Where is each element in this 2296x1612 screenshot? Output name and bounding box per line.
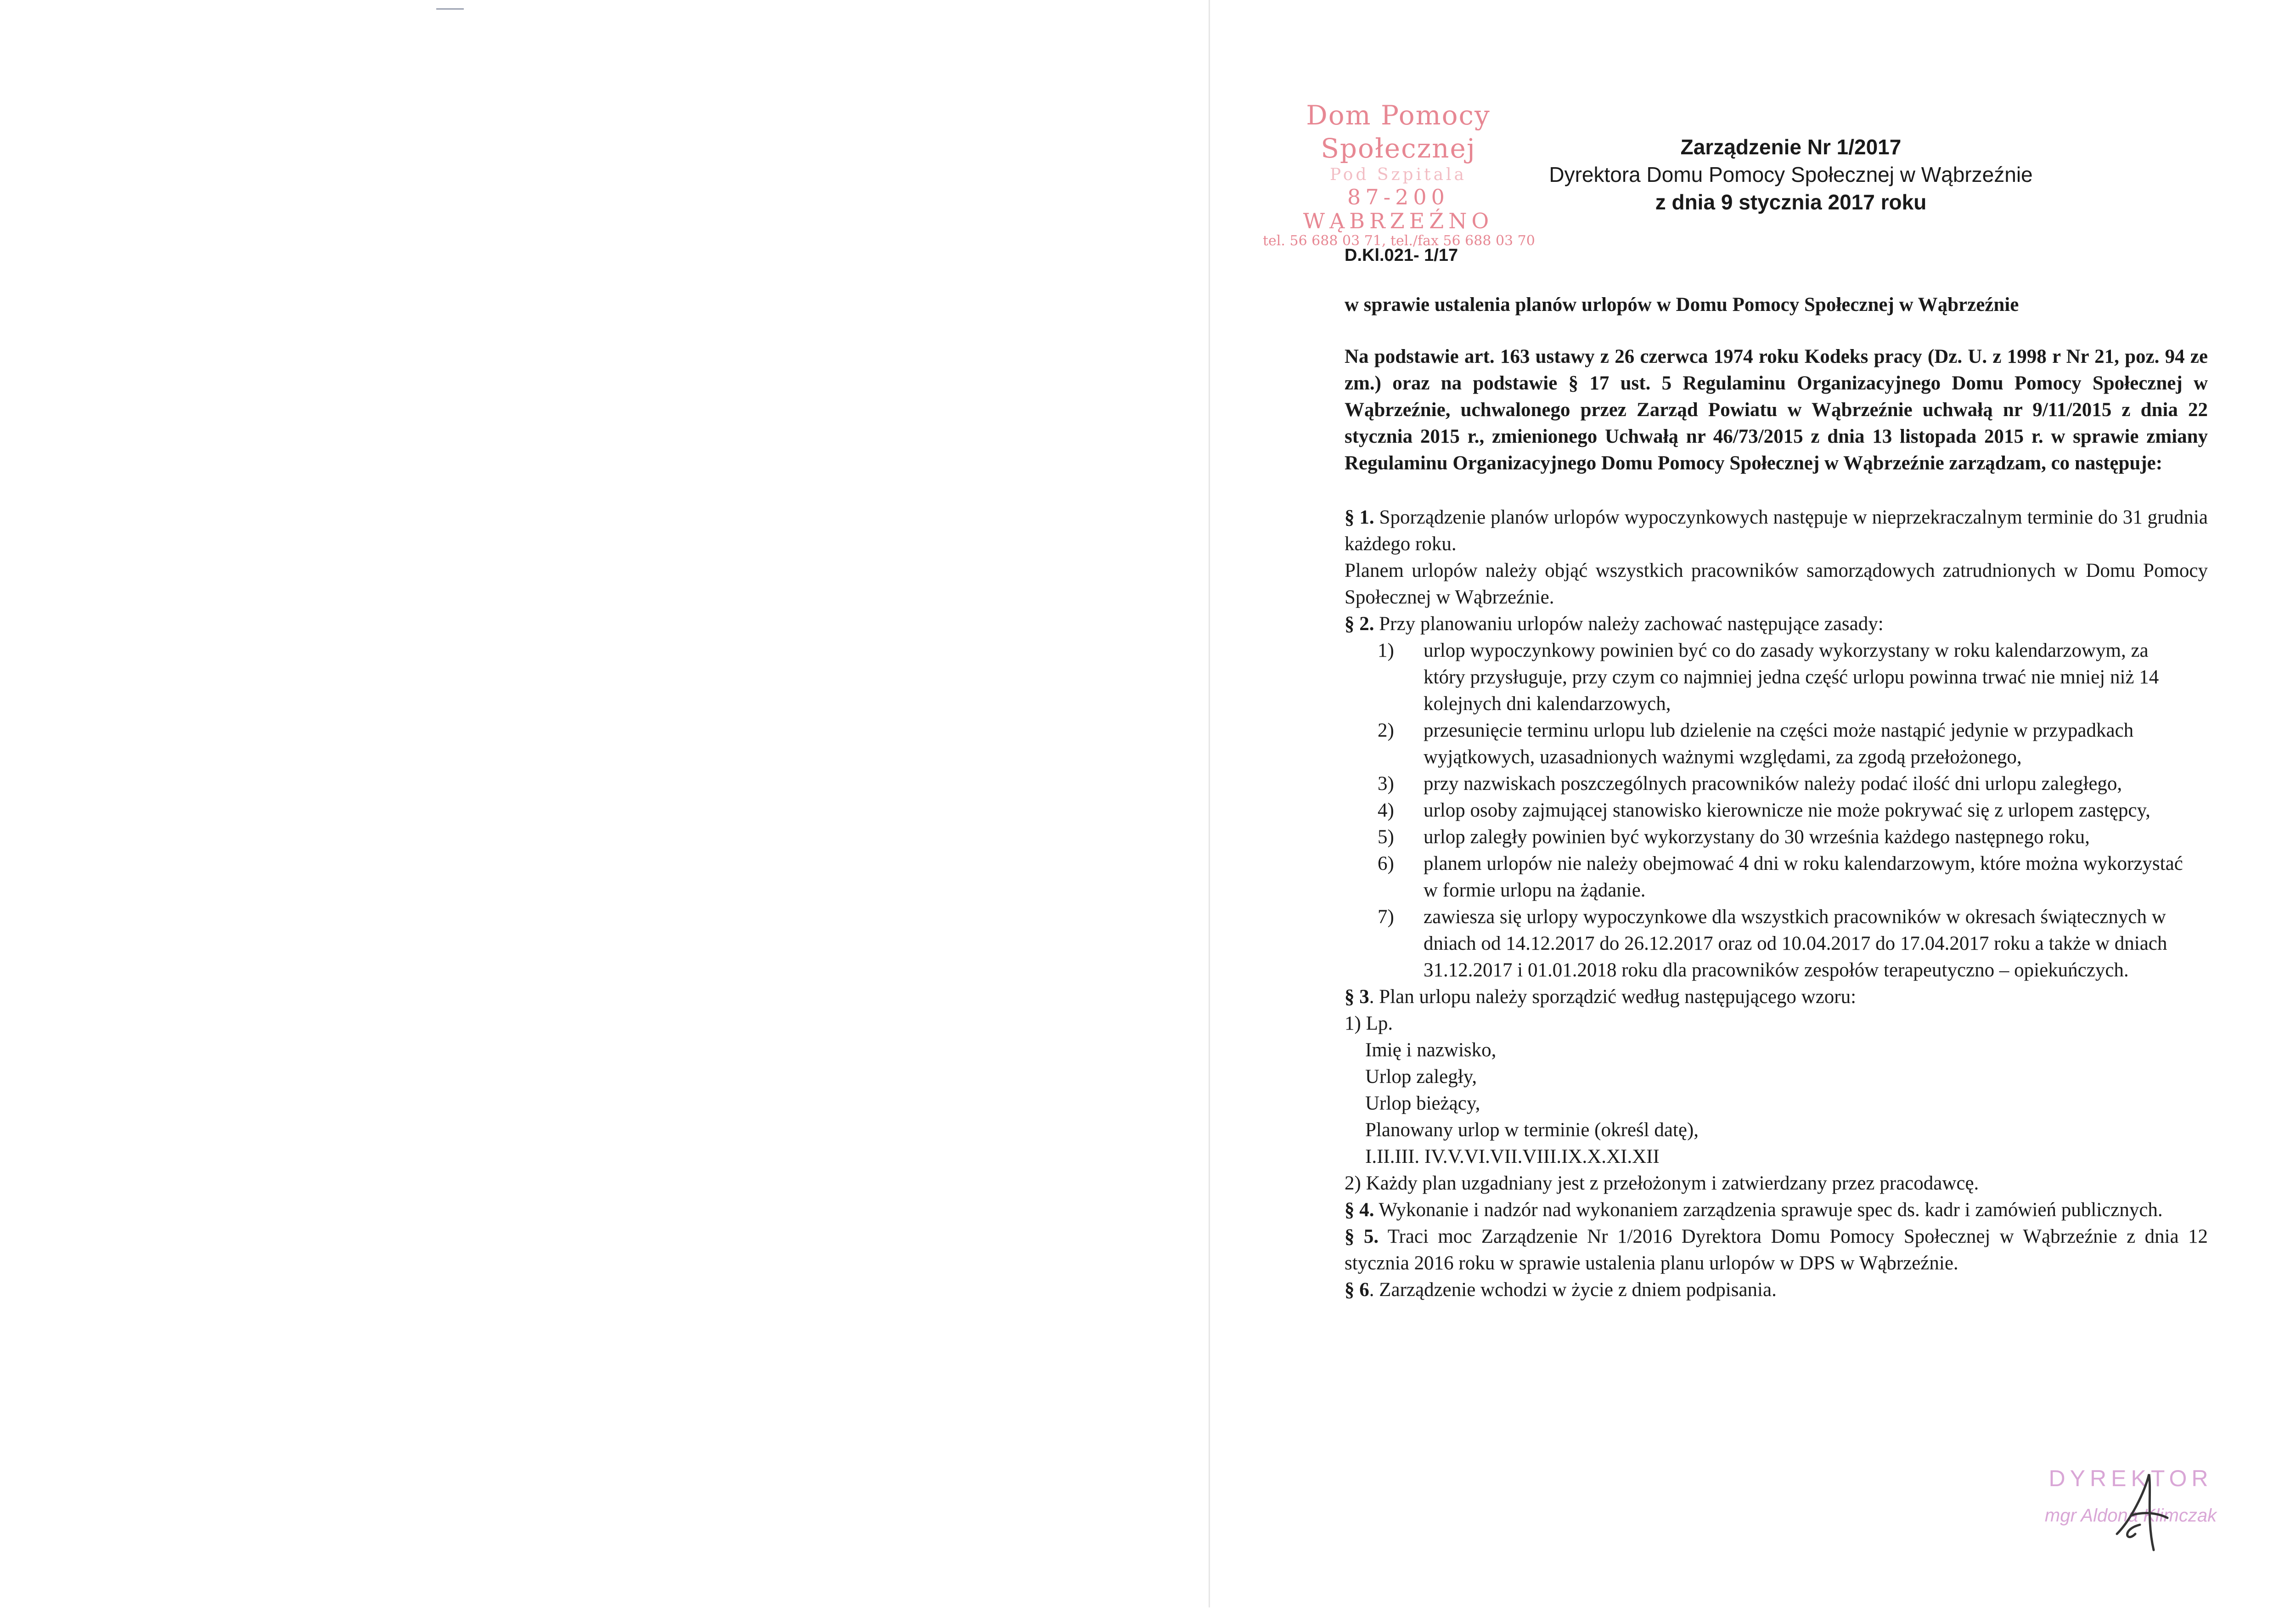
paragraph-6 bbox=[1345, 1277, 2208, 1303]
paragraph-text: . Plan urlopu należy sporządzić według następującego wzoru: bbox=[1369, 986, 1857, 1008]
document-subject: w sprawie ustalenia planów urlopów w Domu Pomocy Społecznej w Wąbrzeźnie bbox=[1345, 294, 2019, 316]
handwritten-signature-icon bbox=[2103, 1465, 2177, 1552]
paragraph-mark: § 6 bbox=[1345, 1279, 1369, 1301]
paragraph-2 bbox=[1345, 611, 2208, 637]
list-item-text: urlop osoby zajmującej stanowisko kierownicze nie może pokrywać się z urlopem zastępcy, bbox=[1424, 800, 2150, 821]
list-item bbox=[1345, 824, 2189, 851]
list-item-text: przy nazwiskach poszczególnych pracowników należy podać ilość dni urlopu zaległego, bbox=[1424, 773, 2122, 795]
paragraph-text: Wykonanie i nadzór nad wykonaniem zarządzenia sprawuje spec ds. kadr i zamówień publicznych. bbox=[1374, 1199, 2163, 1221]
paragraph-mark: § 5. bbox=[1345, 1226, 1379, 1247]
stamp-line-city: 87-200 WĄBRZEŹNO bbox=[1303, 185, 1494, 233]
paragraph-5 bbox=[1345, 1223, 2208, 1277]
document-number: D.Kl.021- 1/17 bbox=[1345, 246, 1458, 265]
template-field: Planowany urlop w terminie (określ datę), bbox=[1365, 1119, 1699, 1141]
stamp-line-street: Pod Szpitala bbox=[1329, 165, 1467, 184]
scan-speck bbox=[436, 8, 464, 10]
stamp-line-name: Dom Pomocy Społecznej bbox=[1306, 100, 1491, 164]
template-item-2: 2) Każdy plan uzgadniany jest z przełożonym i zatwierdzany przez pracodawcę. bbox=[1345, 1172, 1979, 1194]
paragraph-mark: § 2. bbox=[1345, 613, 1374, 635]
list-item-number: 2) bbox=[1378, 720, 1394, 741]
list-item-text: planem urlopów nie należy obejmować 4 dni w roku kalendarzowym, które można wykorzystać w formie urlopu na żądanie. bbox=[1424, 853, 2183, 901]
paragraph-4 bbox=[1345, 1197, 2208, 1223]
paragraph-text: Sporządzenie planów urlopów wypoczynkowych następuje w nieprzekraczalnym terminie do 31 grudnia każdego roku. bbox=[1345, 507, 2208, 555]
document-issuer: Dyrektora Domu Pomocy Społecznej w Wąbrzeźnie bbox=[1549, 163, 2033, 186]
list-item-number: 6) bbox=[1378, 853, 1394, 874]
signature-block bbox=[2011, 1465, 2250, 1526]
list-item-text: zawiesza się urlopy wypoczynkowe dla wszystkich pracowników w okresach świątecznych w dniach od 14.12.2017 do 26.12.2017 oraz od 10.04.2017 do 17.04.2017 roku a także w dniach 31.12.2017 i 01.01.2018 roku dla pracowników zespołów terapeutyczno – opiekuńczych. bbox=[1424, 906, 2167, 981]
page-edge-divider bbox=[1209, 0, 1210, 1607]
paragraph-text: . Zarządzenie wchodzi w życie z dniem podpisania. bbox=[1369, 1279, 1777, 1301]
signature-role: DYREKTOR bbox=[2048, 1465, 2213, 1491]
list-item bbox=[1345, 797, 2189, 824]
list-item-number: 4) bbox=[1378, 800, 1394, 821]
list-item-text: urlop zaległy powinien być wykorzystany do 30 września każdego następnego roku, bbox=[1424, 826, 2090, 848]
paragraph-3 bbox=[1345, 984, 2208, 1010]
list-item bbox=[1345, 717, 2189, 771]
paragraph-text: Traci moc Zarządzenie Nr 1/2016 Dyrektora Domu Pomocy Społecznej w Wąbrzeźnie z dnia 12 stycznia 2016 roku w sprawie ustalenia planu urlopów w DPS w Wąbrzeźnie. bbox=[1345, 1226, 2208, 1274]
template-field: Urlop bieżący, bbox=[1365, 1093, 1480, 1114]
document-header bbox=[1469, 133, 2112, 216]
rules-list bbox=[1345, 637, 2208, 984]
template-field: I.II.III. IV.V.VI.VII.VIII.IX.X.XI.XII bbox=[1365, 1146, 1660, 1167]
list-item-number: 5) bbox=[1378, 826, 1394, 848]
list-item-number: 3) bbox=[1378, 773, 1394, 795]
list-item-number: 7) bbox=[1378, 906, 1394, 928]
paragraph-mark: § 3 bbox=[1345, 986, 1369, 1008]
stamp-line-phone: tel. 56 688 03 71, tel./fax 56 688 03 70 bbox=[1263, 233, 1535, 249]
signature-name: mgr Aldona Klimczak bbox=[2044, 1505, 2217, 1526]
list-item-text: urlop wypoczynkowy powinien być co do zasady wykorzystany w roku kalendarzowym, za który przysługuje, przy czym co najmniej jedna część urlopu powinna trwać nie mniej niż 14 kolejnych dni kalendarzowych, bbox=[1424, 640, 2159, 715]
list-item bbox=[1345, 851, 2189, 904]
paragraph-1 bbox=[1345, 504, 2208, 558]
plan-template bbox=[1345, 1010, 2208, 1197]
template-field: Urlop zaległy, bbox=[1365, 1066, 1477, 1088]
document-body bbox=[1345, 292, 2208, 1303]
list-item bbox=[1345, 904, 2189, 984]
list-item-number: 1) bbox=[1378, 640, 1394, 661]
list-item-text: przesunięcie terminu urlopu lub dzielenie na części może nastąpić jedynie w przypadkach wyjątkowych, uzasadnionych ważnymi względami, za zgodą przełożonego, bbox=[1424, 720, 2134, 768]
paragraph-mark: § 4. bbox=[1345, 1199, 1374, 1221]
paragraph-text: Przy planowaniu urlopów należy zachować następujące zasady: bbox=[1374, 613, 1884, 635]
paragraph-1-continued: Planem urlopów należy objąć wszystkich pracowników samorządowych zatrudnionych w Domu Pomocy Społecznej w Wąbrzeźnie. bbox=[1345, 560, 2208, 608]
template-field: Imię i nazwisko, bbox=[1365, 1039, 1497, 1061]
paragraph-mark: § 1. bbox=[1345, 507, 1374, 528]
document-date: z dnia 9 stycznia 2017 roku bbox=[1655, 190, 1927, 214]
legal-basis: Na podstawie art. 163 ustawy z 26 czerwca 1974 roku Kodeks pracy (Dz. U. z 1998 r Nr 21, poz. 94 ze zm.) oraz na podstawie § 17 ust. 5 Regulaminu Organizacyjnego Domu Pomocy Społecznej w Wąbrzeźnie, uchwalonego przez Zarząd Powiatu w Wąbrzeźnie uchwałą nr 9/11/2015 z dnia 22 stycznia 2015 r., zmienionego Uchwałą nr 46/73/2015 z dnia 13 listopada 2015 r. w sprawie zmiany Regulaminu Organizacyjnego Domu Pomocy Społecznej w Wąbrzeźnie zarządzam, co następuje: bbox=[1345, 346, 2208, 474]
document-title: Zarządzenie Nr 1/2017 bbox=[1680, 135, 1902, 159]
list-item bbox=[1345, 771, 2189, 797]
list-item bbox=[1345, 637, 2189, 717]
template-lp: 1) Lp. bbox=[1345, 1013, 1393, 1034]
